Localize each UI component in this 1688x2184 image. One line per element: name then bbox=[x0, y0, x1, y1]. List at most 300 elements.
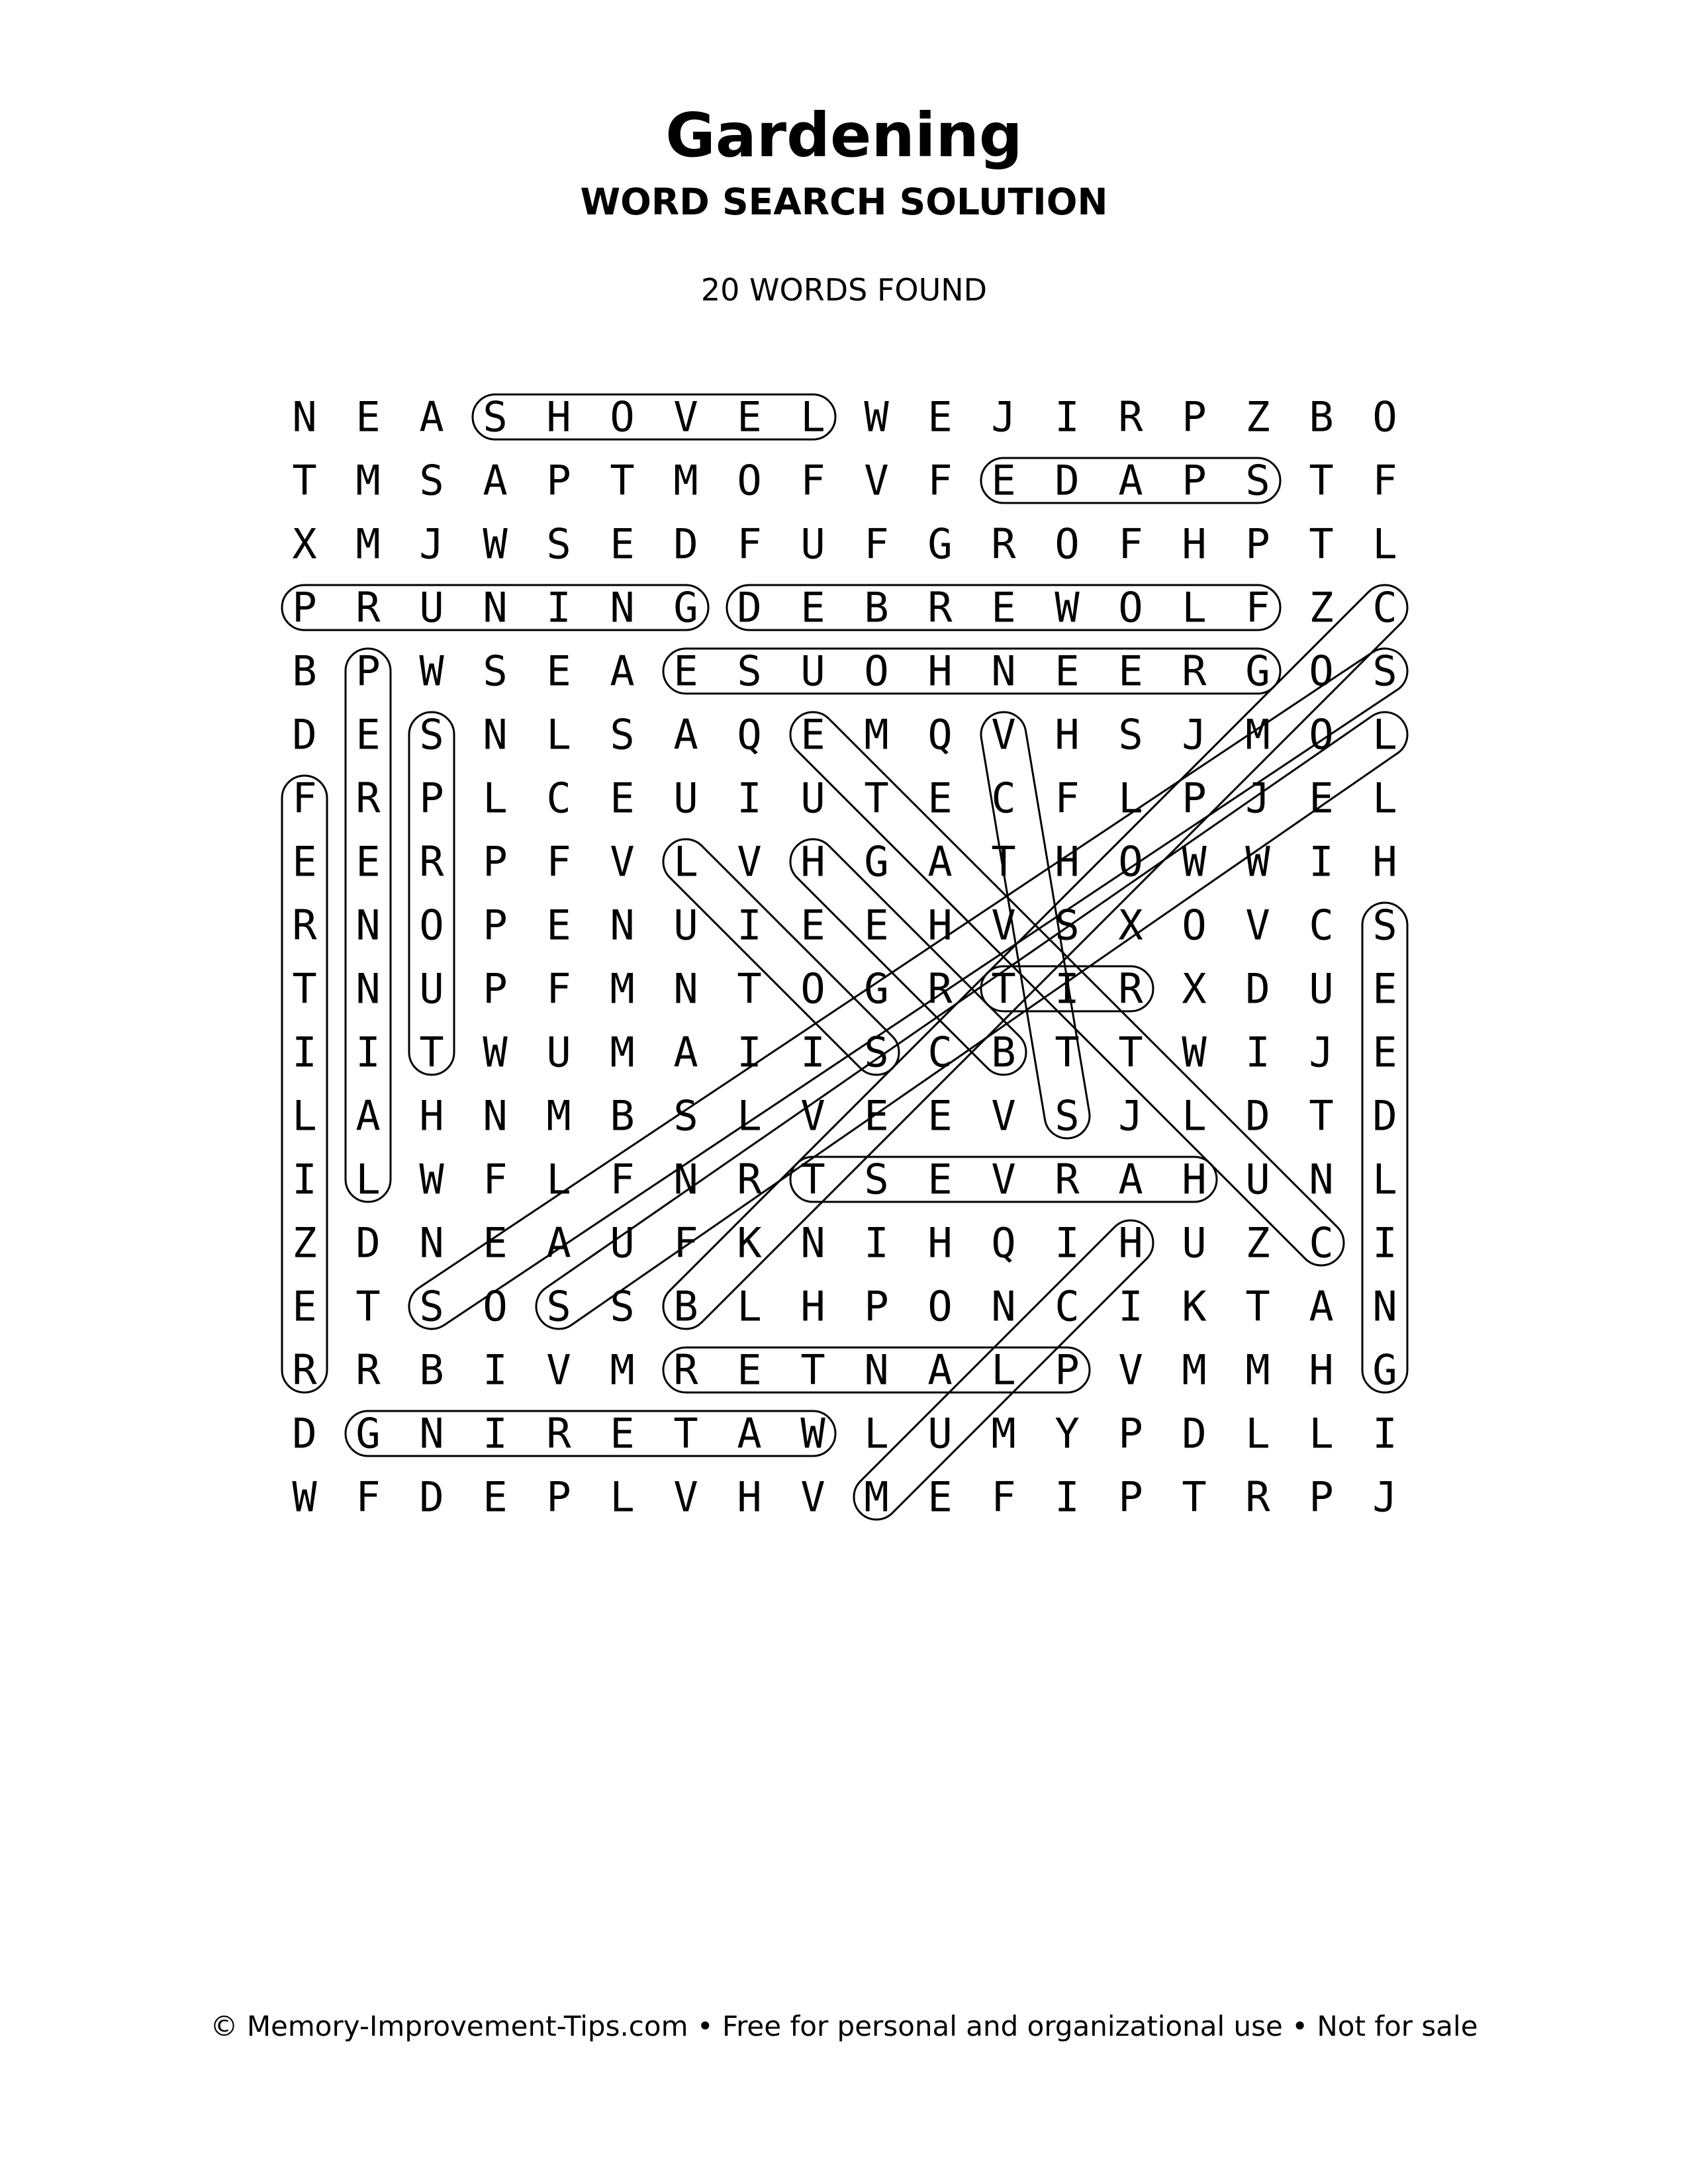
grid-letter: E bbox=[610, 1409, 635, 1458]
grid-letter: E bbox=[355, 710, 381, 759]
grid-letter: S bbox=[546, 520, 571, 569]
grid-letter: V bbox=[673, 392, 698, 441]
grid-letter: C bbox=[1055, 1282, 1080, 1331]
grid-letter: L bbox=[1372, 520, 1397, 569]
grid-letter: V bbox=[800, 1091, 825, 1140]
grid-letter: A bbox=[737, 1409, 762, 1458]
grid-letter: J bbox=[1118, 1091, 1143, 1140]
grid-letter: E bbox=[1372, 964, 1397, 1013]
grid-letter: C bbox=[546, 774, 571, 823]
grid-letter: O bbox=[1309, 710, 1334, 759]
grid-letter: X bbox=[1118, 901, 1143, 950]
grid-letter: N bbox=[610, 583, 635, 632]
words-found-count: 20 WORDS FOUND bbox=[700, 272, 988, 308]
grid-letter: O bbox=[483, 1282, 508, 1331]
grid-letter: T bbox=[1309, 456, 1334, 505]
grid-letter: P bbox=[1182, 774, 1207, 823]
grid-letter: T bbox=[610, 456, 635, 505]
grid-letter: O bbox=[800, 964, 825, 1013]
grid-letter: U bbox=[1245, 1155, 1270, 1204]
grid-letter: E bbox=[737, 392, 762, 441]
grid-letter: D bbox=[1245, 1091, 1270, 1140]
grid-letter: W bbox=[419, 1155, 444, 1204]
grid-letter: I bbox=[1055, 964, 1080, 1013]
grid-letter: D bbox=[292, 710, 317, 759]
grid-letter: A bbox=[355, 1091, 381, 1140]
grid-letter: T bbox=[864, 774, 889, 823]
grid-letter: B bbox=[292, 647, 317, 696]
grid-letter: C bbox=[1372, 583, 1397, 632]
grid-letter: P bbox=[483, 901, 508, 950]
grid-letter: X bbox=[292, 520, 317, 569]
grid-letter: M bbox=[610, 1028, 635, 1077]
grid-letter: D bbox=[1372, 1091, 1397, 1140]
grid-letter: S bbox=[1372, 647, 1397, 696]
grid-letter: A bbox=[927, 1345, 953, 1394]
grid-letter: E bbox=[927, 1473, 953, 1522]
grid-letter: N bbox=[991, 647, 1016, 696]
grid-letter: T bbox=[1118, 1028, 1143, 1077]
grid-letter: W bbox=[1182, 837, 1207, 886]
grid-letter: R bbox=[546, 1409, 571, 1458]
grid-letter: A bbox=[1118, 1155, 1143, 1204]
grid-letter: L bbox=[1182, 1091, 1207, 1140]
grid-letter: I bbox=[292, 1155, 317, 1204]
grid-letter: P bbox=[546, 456, 571, 505]
grid-letter: T bbox=[355, 1282, 381, 1331]
grid-letter: P bbox=[1245, 520, 1270, 569]
grid-letter: H bbox=[546, 392, 571, 441]
grid-letter: O bbox=[1118, 583, 1143, 632]
grid-letter: B bbox=[610, 1091, 635, 1140]
grid-letter: N bbox=[292, 392, 317, 441]
grid-letter: S bbox=[610, 710, 635, 759]
solution-loop-compost bbox=[654, 576, 1417, 1338]
grid-letter: K bbox=[1182, 1282, 1207, 1331]
grid-letter: R bbox=[927, 583, 953, 632]
grid-letter: M bbox=[355, 456, 381, 505]
grid-letter: C bbox=[991, 774, 1016, 823]
grid-letter: T bbox=[1182, 1473, 1207, 1522]
grid-letter: C bbox=[1309, 901, 1334, 950]
grid-letter: O bbox=[1118, 837, 1143, 886]
grid-letter: D bbox=[292, 1409, 317, 1458]
grid-letter: C bbox=[1309, 1218, 1334, 1267]
grid-letter: P bbox=[355, 647, 381, 696]
grid-letter: M bbox=[610, 964, 635, 1013]
grid-letter: I bbox=[737, 774, 762, 823]
grid-letter: R bbox=[419, 837, 444, 886]
grid-letter: O bbox=[1309, 647, 1334, 696]
grid-letter: O bbox=[864, 647, 889, 696]
grid-letter: E bbox=[292, 1282, 317, 1331]
grid-letter: G bbox=[927, 520, 953, 569]
grid-letter: D bbox=[737, 583, 762, 632]
grid-letter: N bbox=[800, 1218, 825, 1267]
grid-letter: L bbox=[355, 1155, 381, 1204]
grid-letter: Z bbox=[292, 1218, 317, 1267]
grid-letter: N bbox=[610, 901, 635, 950]
grid-letter: R bbox=[1118, 392, 1143, 441]
grid-letter: O bbox=[927, 1282, 953, 1331]
grid-letter: E bbox=[991, 583, 1016, 632]
grid-letter: F bbox=[927, 456, 953, 505]
grid-letter: T bbox=[1309, 1091, 1334, 1140]
grid-letter: I bbox=[292, 1028, 317, 1077]
grid-letter: F bbox=[1055, 774, 1080, 823]
grid-letter: M bbox=[355, 520, 381, 569]
grid-letter: S bbox=[1055, 1091, 1080, 1140]
grid-letter: V bbox=[991, 710, 1016, 759]
grid-letter: F bbox=[1245, 583, 1270, 632]
grid-letter: E bbox=[864, 1091, 889, 1140]
grid-letter: H bbox=[927, 1218, 953, 1267]
grid-letter: M bbox=[673, 456, 698, 505]
grid-letter: Y bbox=[1055, 1409, 1080, 1458]
grid-letter: O bbox=[419, 901, 444, 950]
grid-letter: F bbox=[1118, 520, 1143, 569]
grid-letter: V bbox=[1245, 901, 1270, 950]
grid-letter: I bbox=[864, 1218, 889, 1267]
grid-letter: H bbox=[800, 1282, 825, 1331]
grid-letter: E bbox=[483, 1218, 508, 1267]
grid-letter: E bbox=[1055, 647, 1080, 696]
grid-letter: P bbox=[546, 1473, 571, 1522]
grid-letter: G bbox=[864, 837, 889, 886]
grid-letter: F bbox=[673, 1218, 698, 1267]
grid-letter: J bbox=[1182, 710, 1207, 759]
grid-letter: C bbox=[927, 1028, 953, 1077]
grid-letter: N bbox=[991, 1282, 1016, 1331]
grid-letter: L bbox=[292, 1091, 317, 1140]
grid-letter: L bbox=[1372, 710, 1397, 759]
grid-letter: G bbox=[673, 583, 698, 632]
grid-letter: L bbox=[1182, 583, 1207, 632]
grid-letter: J bbox=[1372, 1473, 1397, 1522]
grid-letter: P bbox=[483, 837, 508, 886]
grid-letter: P bbox=[1118, 1409, 1143, 1458]
grid-letter: F bbox=[292, 774, 317, 823]
grid-letter: T bbox=[673, 1409, 698, 1458]
grid-letter: I bbox=[1245, 1028, 1270, 1077]
grid-letter: I bbox=[1372, 1218, 1397, 1267]
grid-letter: E bbox=[927, 1091, 953, 1140]
grid-letter: F bbox=[483, 1155, 508, 1204]
grid-letter: V bbox=[991, 1155, 1016, 1204]
grid-letter: L bbox=[546, 1155, 571, 1204]
grid-letter: Q bbox=[737, 710, 762, 759]
grid-letter: P bbox=[292, 583, 317, 632]
grid-letter: H bbox=[737, 1473, 762, 1522]
grid-letter: V bbox=[737, 837, 762, 886]
grid-letter: L bbox=[737, 1282, 762, 1331]
grid-letter: F bbox=[800, 456, 825, 505]
grid-letter: G bbox=[864, 964, 889, 1013]
grid-letter: U bbox=[419, 964, 444, 1013]
grid-letter: H bbox=[927, 901, 953, 950]
grid-letter: R bbox=[1118, 964, 1143, 1013]
grid-letter: R bbox=[1055, 1155, 1080, 1204]
grid-letter: I bbox=[1118, 1282, 1143, 1331]
grid-letter: D bbox=[355, 1218, 381, 1267]
solution-loop-leaves bbox=[528, 704, 1417, 1338]
grid-letter: E bbox=[1372, 1028, 1397, 1077]
grid-letter: F bbox=[610, 1155, 635, 1204]
grid-letter: M bbox=[610, 1345, 635, 1394]
grid-letter: P bbox=[864, 1282, 889, 1331]
grid-letter: I bbox=[1372, 1409, 1397, 1458]
grid-letter: T bbox=[1055, 1028, 1080, 1077]
grid-letter: S bbox=[419, 710, 444, 759]
grid-letter: W bbox=[1055, 583, 1080, 632]
grid-letter: U bbox=[610, 1218, 635, 1267]
grid-letter: V bbox=[864, 456, 889, 505]
grid-letter: H bbox=[1118, 1218, 1143, 1267]
grid-letter: E bbox=[800, 901, 825, 950]
grid-letter: A bbox=[483, 456, 508, 505]
grid-letter: B bbox=[419, 1345, 444, 1394]
grid-letter: R bbox=[355, 774, 381, 823]
grid-letter: E bbox=[483, 1473, 508, 1522]
grid-letter: W bbox=[483, 1028, 508, 1077]
grid-letter: S bbox=[546, 1282, 571, 1331]
grid-letter: H bbox=[1182, 520, 1207, 569]
grid-letter: P bbox=[1182, 456, 1207, 505]
grid-letter: U bbox=[1309, 964, 1334, 1013]
grid-letter: T bbox=[1245, 1282, 1270, 1331]
grid-letter: D bbox=[673, 520, 698, 569]
grid-letter: L bbox=[737, 1091, 762, 1140]
solution-loop-shovel bbox=[473, 394, 835, 439]
grid-letter: L bbox=[546, 710, 571, 759]
grid-letter: T bbox=[800, 1345, 825, 1394]
grid-letter: E bbox=[800, 583, 825, 632]
grid-letter: L bbox=[1118, 774, 1143, 823]
grid-letter: T bbox=[292, 964, 317, 1013]
grid-letter: T bbox=[991, 837, 1016, 886]
grid-letter: I bbox=[800, 1028, 825, 1077]
grid-letter: R bbox=[355, 583, 381, 632]
grid-letter: N bbox=[483, 583, 508, 632]
grid-letter: W bbox=[1245, 837, 1270, 886]
grid-letter: A bbox=[1309, 1282, 1334, 1331]
grid-letter: E bbox=[292, 837, 317, 886]
grid-letter: W bbox=[1182, 1028, 1207, 1077]
grid-letter: E bbox=[673, 647, 698, 696]
grid-letter: H bbox=[927, 647, 953, 696]
grid-letter: D bbox=[1182, 1409, 1207, 1458]
grid-letter: T bbox=[800, 1155, 825, 1204]
grid-letter: W bbox=[292, 1473, 317, 1522]
grid-letter: W bbox=[483, 520, 508, 569]
grid-letter: K bbox=[737, 1218, 762, 1267]
grid-letter: A bbox=[610, 647, 635, 696]
grid-letter: P bbox=[1309, 1473, 1334, 1522]
grid-letter: U bbox=[800, 647, 825, 696]
grid-letter: J bbox=[991, 392, 1016, 441]
grid-letter: H bbox=[1182, 1155, 1207, 1204]
grid-letter: A bbox=[673, 710, 698, 759]
grid-letter: M bbox=[864, 710, 889, 759]
grid-letter: H bbox=[800, 837, 825, 886]
grid-letter: N bbox=[1372, 1282, 1397, 1331]
copyright-footer: © Memory-Improvement-Tips.com • Free for personal and organizational use • Not for sale bbox=[210, 2010, 1478, 2042]
grid-letter: E bbox=[1118, 647, 1143, 696]
grid-letter: M bbox=[991, 1409, 1016, 1458]
grid-letter: E bbox=[991, 456, 1016, 505]
grid-letter: F bbox=[991, 1473, 1016, 1522]
grid-letter: E bbox=[864, 901, 889, 950]
grid-letter: S bbox=[1372, 901, 1397, 950]
grid-letter: B bbox=[1309, 392, 1334, 441]
grid-letter: F bbox=[546, 837, 571, 886]
grid-letter: Z bbox=[1245, 392, 1270, 441]
grid-letter: E bbox=[610, 774, 635, 823]
grid-letter: V bbox=[991, 1091, 1016, 1140]
grid-letter: L bbox=[483, 774, 508, 823]
grid-letter: H bbox=[1372, 837, 1397, 886]
grid-letter: B bbox=[673, 1282, 698, 1331]
grid-letter: M bbox=[1245, 710, 1270, 759]
grid-letter: N bbox=[864, 1345, 889, 1394]
grid-letter: N bbox=[483, 710, 508, 759]
grid-letter: A bbox=[927, 837, 953, 886]
grid-letter: Z bbox=[1309, 583, 1334, 632]
grid-letter: N bbox=[673, 964, 698, 1013]
grid-letter: E bbox=[927, 774, 953, 823]
grid-letter: I bbox=[1055, 1473, 1080, 1522]
grid-letter: O bbox=[737, 456, 762, 505]
grid-letter: M bbox=[546, 1091, 571, 1140]
grid-letter: E bbox=[927, 1155, 953, 1204]
grid-letter: O bbox=[1182, 901, 1207, 950]
grid-letter: X bbox=[1182, 964, 1207, 1013]
grid-letter: T bbox=[292, 456, 317, 505]
grid-letter: T bbox=[1309, 520, 1334, 569]
grid-letter: T bbox=[737, 964, 762, 1013]
grid-letter: O bbox=[1055, 520, 1080, 569]
grid-letter: N bbox=[1309, 1155, 1334, 1204]
grid-letter: A bbox=[673, 1028, 698, 1077]
grid-letter: Q bbox=[927, 710, 953, 759]
grid-letter: L bbox=[1372, 1155, 1397, 1204]
grid-letter: I bbox=[483, 1345, 508, 1394]
grid-letter: I bbox=[546, 583, 571, 632]
grid-letter: R bbox=[355, 1345, 381, 1394]
grid-letter: S bbox=[1118, 710, 1143, 759]
grid-letter: D bbox=[1055, 456, 1080, 505]
grid-letter: U bbox=[546, 1028, 571, 1077]
grid-letter: S bbox=[419, 1282, 444, 1331]
grid-letter: S bbox=[864, 1155, 889, 1204]
grid-letter: L bbox=[864, 1409, 889, 1458]
grid-letter: S bbox=[1055, 901, 1080, 950]
grid-letter: R bbox=[1182, 647, 1207, 696]
grid-letter: F bbox=[864, 520, 889, 569]
grid-letter: S bbox=[419, 456, 444, 505]
grid-letter: R bbox=[991, 520, 1016, 569]
grid-letter: P bbox=[483, 964, 508, 1013]
grid-letter: R bbox=[737, 1155, 762, 1204]
grid-letter: G bbox=[1245, 647, 1270, 696]
grid-letter: H bbox=[1055, 837, 1080, 886]
grid-letter: O bbox=[610, 392, 635, 441]
grid-letter: A bbox=[546, 1218, 571, 1267]
grid-letter: J bbox=[1245, 774, 1270, 823]
grid-letter: R bbox=[292, 901, 317, 950]
grid-letter: A bbox=[419, 392, 444, 441]
grid-letter: S bbox=[673, 1091, 698, 1140]
grid-letter: F bbox=[1372, 456, 1397, 505]
grid-letter: U bbox=[673, 774, 698, 823]
grid-letter: G bbox=[1372, 1345, 1397, 1394]
grid-letter: N bbox=[483, 1091, 508, 1140]
grid-letter: F bbox=[355, 1473, 381, 1522]
grid-letter: H bbox=[1055, 710, 1080, 759]
grid-letter: H bbox=[1309, 1345, 1334, 1394]
page-subtitle: WORD SEARCH SOLUTION bbox=[580, 181, 1108, 223]
grid-letter: N bbox=[673, 1155, 698, 1204]
grid-letter: E bbox=[355, 392, 381, 441]
grid-letter: I bbox=[1055, 1218, 1080, 1267]
grid-letter: A bbox=[1118, 456, 1143, 505]
grid-letter: E bbox=[610, 520, 635, 569]
grid-letter: R bbox=[292, 1345, 317, 1394]
grid-letter: W bbox=[419, 647, 444, 696]
grid-letter: B bbox=[864, 583, 889, 632]
grid-letter: D bbox=[1245, 964, 1270, 1013]
grid-letter: E bbox=[1309, 774, 1334, 823]
grid-letter: I bbox=[737, 901, 762, 950]
grid-letter: R bbox=[927, 964, 953, 1013]
grid-letter: L bbox=[991, 1345, 1016, 1394]
grid-letter: L bbox=[800, 392, 825, 441]
grid-letter: V bbox=[546, 1345, 571, 1394]
grid-letter: M bbox=[1182, 1345, 1207, 1394]
grid-letter: I bbox=[483, 1409, 508, 1458]
grid-letter: V bbox=[991, 901, 1016, 950]
grid-letter: V bbox=[1118, 1345, 1143, 1394]
grid-letter: E bbox=[546, 901, 571, 950]
grid-letter: V bbox=[673, 1473, 698, 1522]
grid-letter: M bbox=[1245, 1345, 1270, 1394]
grid-letter: J bbox=[419, 520, 444, 569]
grid-letter: F bbox=[737, 520, 762, 569]
grid-letter: F bbox=[546, 964, 571, 1013]
grid-letter: W bbox=[800, 1409, 825, 1458]
grid-letter: E bbox=[927, 392, 953, 441]
grid-letter: S bbox=[737, 647, 762, 696]
grid-letter: U bbox=[1182, 1218, 1207, 1267]
grid-letter: H bbox=[419, 1091, 444, 1140]
grid-letter: U bbox=[800, 774, 825, 823]
grid-letter: N bbox=[355, 964, 381, 1013]
grid-letter: E bbox=[800, 710, 825, 759]
grid-letter: I bbox=[355, 1028, 381, 1077]
grid-letters bbox=[292, 393, 1397, 1522]
grid-letter: M bbox=[864, 1473, 889, 1522]
grid-letter: L bbox=[1372, 774, 1397, 823]
grid-letter: T bbox=[991, 964, 1016, 1013]
grid-letter: P bbox=[1182, 392, 1207, 441]
grid-letter: L bbox=[1245, 1409, 1270, 1458]
grid-letter: E bbox=[355, 837, 381, 886]
grid-letter: L bbox=[1309, 1409, 1334, 1458]
grid-letter: P bbox=[419, 774, 444, 823]
grid-letter: Q bbox=[991, 1218, 1016, 1267]
grid-letter: Z bbox=[1245, 1218, 1270, 1267]
grid-letter: I bbox=[737, 1028, 762, 1077]
